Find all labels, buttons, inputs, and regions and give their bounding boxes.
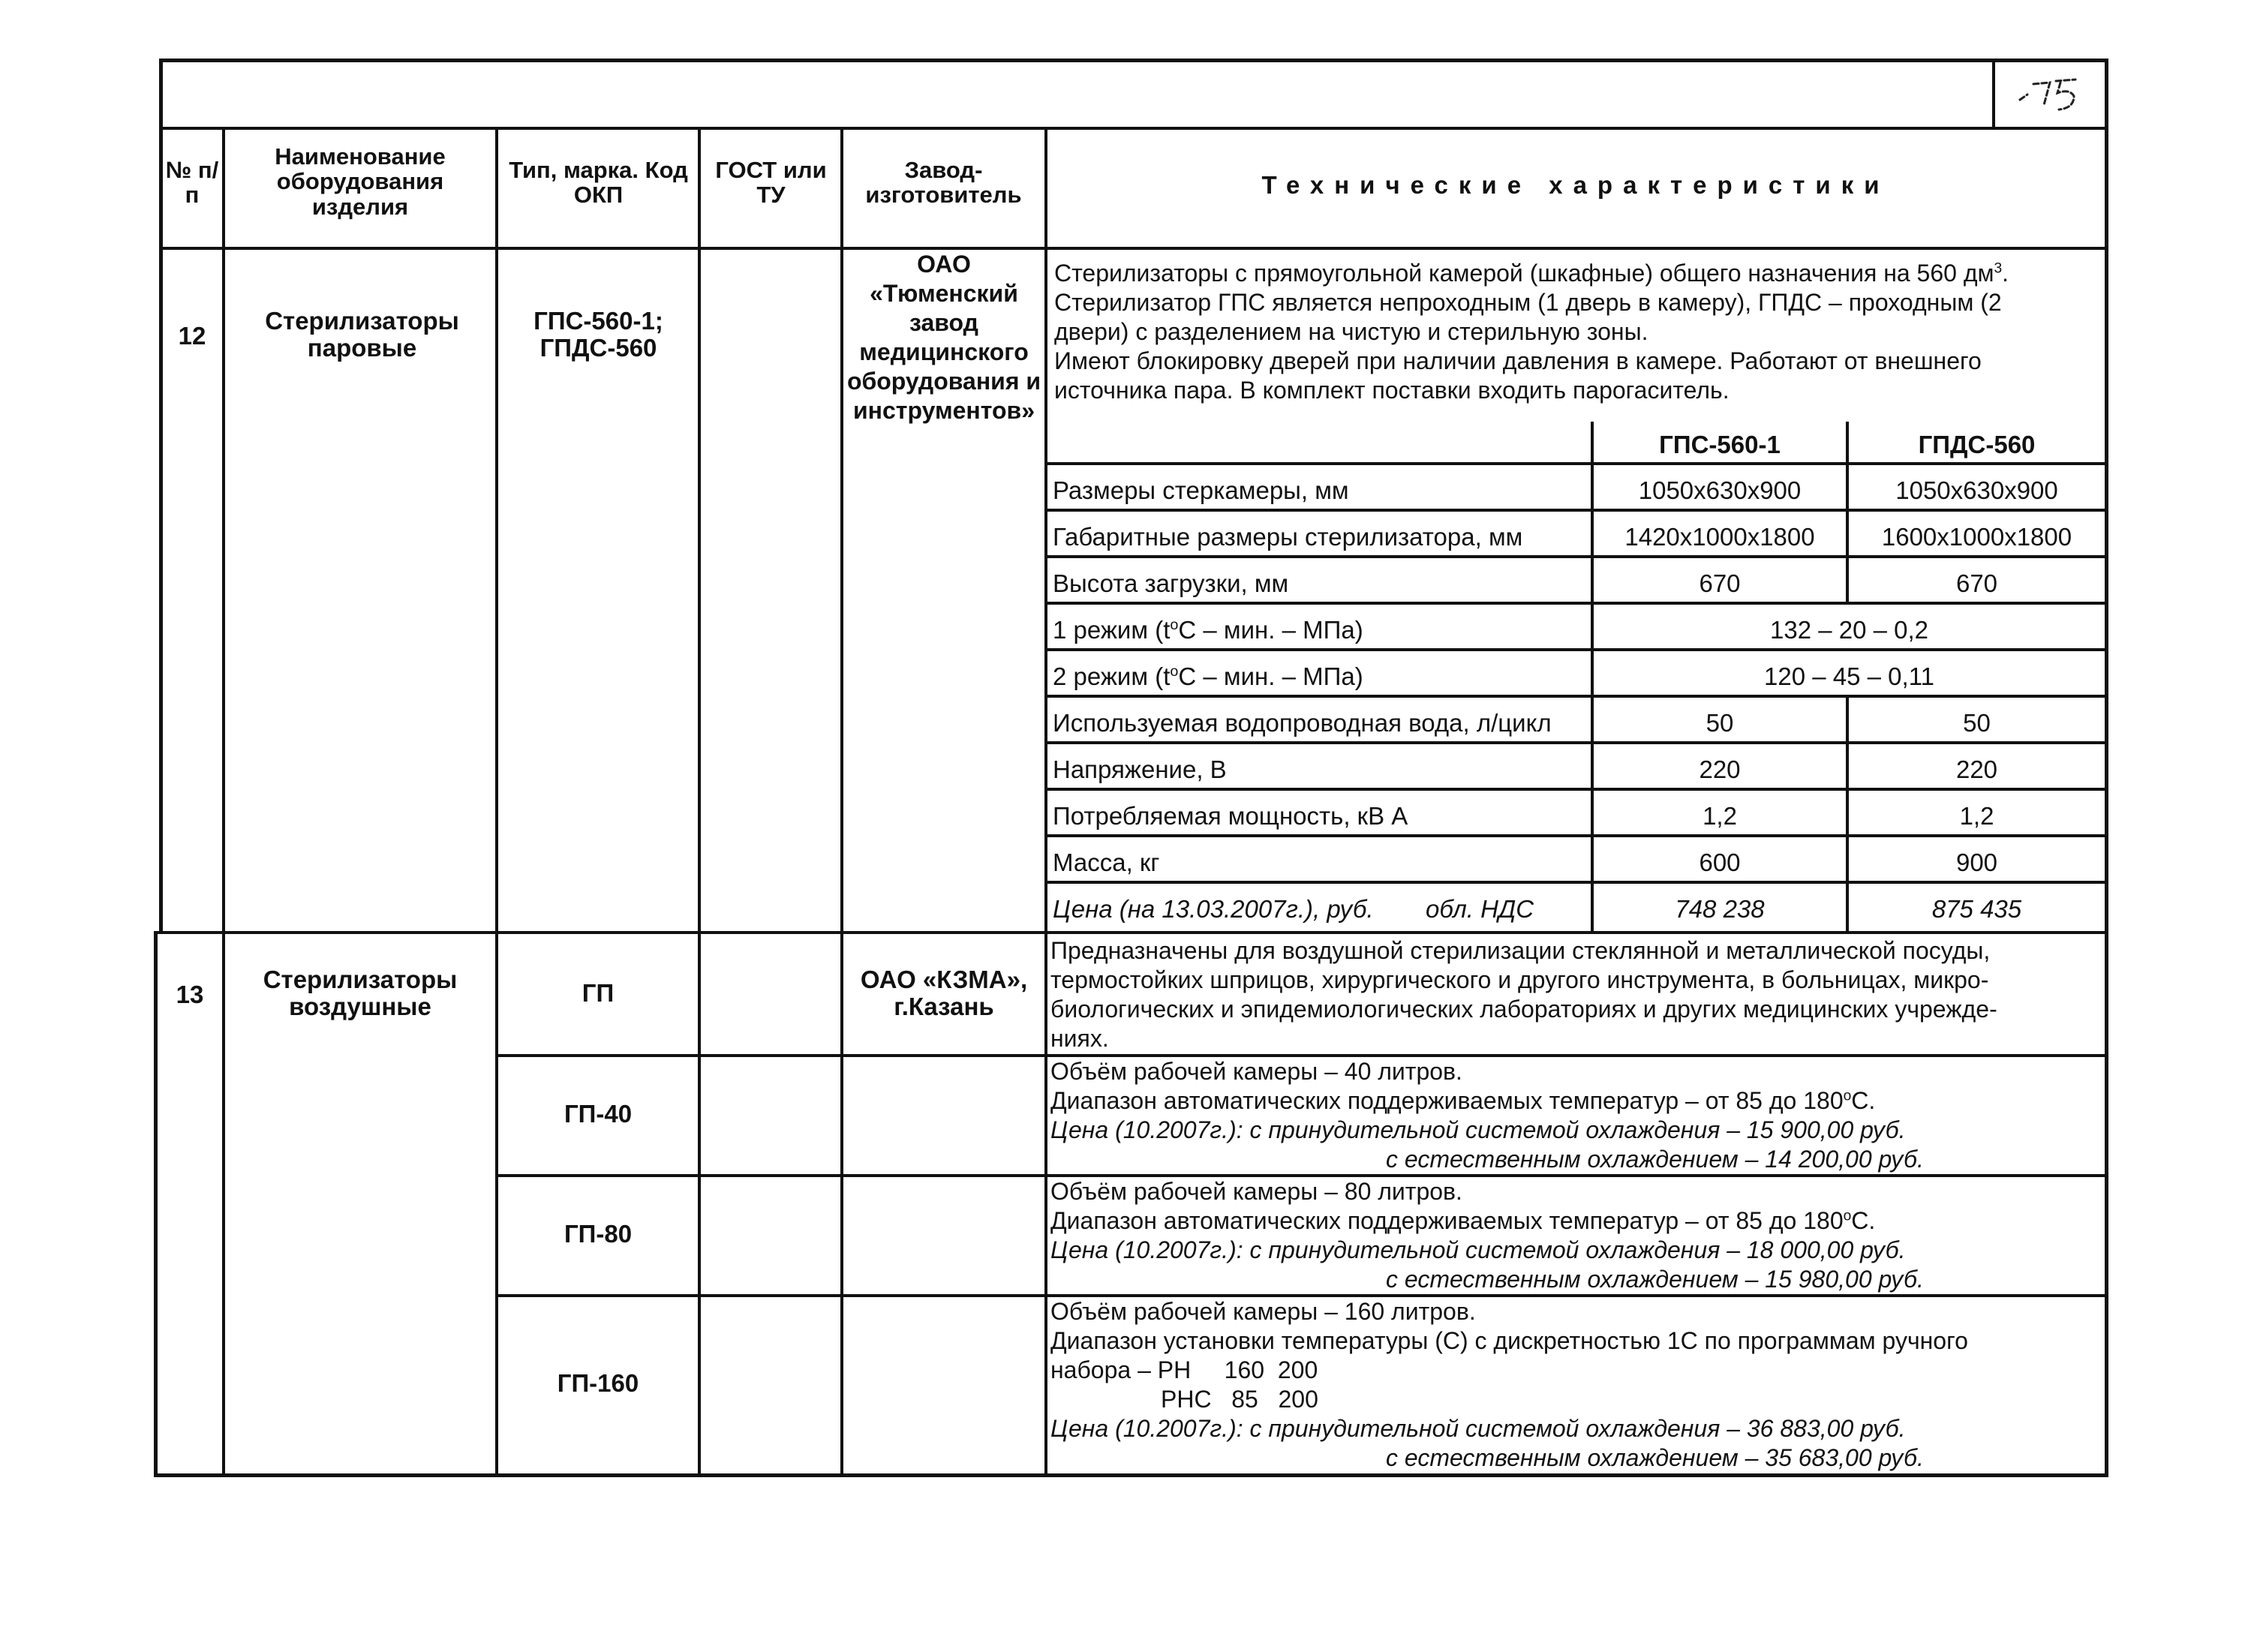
- desc-line: источника пара. В комплект поставки входить парогаситель.: [1054, 377, 1730, 404]
- rule: [1044, 602, 2108, 605]
- header-num: № п/п: [165, 157, 219, 209]
- rule: [154, 931, 2108, 934]
- header-name: Наименование оборудования изделия: [275, 143, 446, 220]
- spec-label: 2 режим ($t^oС$ – мин. – МПа): [1053, 662, 1363, 690]
- spec-value-b: 670: [1955, 569, 1998, 597]
- rule: [1044, 127, 1047, 1477]
- row12-name: Стерилизаторы паровые: [265, 307, 459, 362]
- spec-label: Размеры стеркамеры, мм: [1053, 476, 1349, 504]
- row12-type: ГПС-560-1; ГПДС-560: [533, 307, 663, 362]
- spec-value-a: 220: [1699, 755, 1741, 783]
- rule: [222, 127, 225, 1477]
- spec-value-b: 50: [1963, 709, 1991, 737]
- rule: [495, 127, 498, 1477]
- row13-intro: Предназначены для воздушной стерилизации стеклянной и металлической посуды, термостойких шприцов, хирургического и другого инструмента, в больницах, микро- биологических и эпидемиологических лабораториях и других медицинских учрежде- ниях.: [1050, 937, 1997, 1052]
- rule: [1044, 881, 2108, 884]
- spec-value-a: 1,2: [1703, 802, 1737, 830]
- rule: [159, 247, 2108, 250]
- rule: [1044, 462, 2108, 465]
- spec-value-a: 1050х630х900: [1638, 476, 1802, 504]
- desc-line: Стерилизаторы с прямоугольной камерой (шкафные) общего назначения на 560 $дм^3$.: [1054, 260, 2009, 287]
- rule: [154, 1473, 2108, 1477]
- spec-header-a: ГПС-560-1: [1659, 431, 1781, 458]
- spec-value-merged: 132 – 20 – 0,2: [1769, 616, 1929, 644]
- spec-value-a: 600: [1699, 849, 1741, 876]
- spec-value-b: 900: [1955, 849, 1998, 876]
- row13-maker: ОАО «КЗМА», г.Казань: [860, 966, 1028, 1020]
- rule: [2105, 59, 2108, 1477]
- gp80-specs: Объём рабочей камеры – 80 литров. Диапазон автоматических поддерживаемых температур – от 85 до $180^оС$. Цена (10.2007г.): с принудительной системой охлаждения – 18 000,00 руб. с естественным охлаждением – 15 980,00 руб.: [1050, 1178, 1924, 1293]
- row13-type-gp: ГП: [582, 979, 615, 1007]
- spec-label: Напряжение, В: [1053, 755, 1227, 783]
- spec-label: Используемая водопроводная вода, л/цикл: [1053, 709, 1552, 737]
- spec-label: 1 режим ($t^oС$ – мин. – МПа): [1053, 616, 1363, 644]
- rule: [159, 59, 2108, 62]
- row13-type-gp40: ГП-40: [564, 1100, 633, 1128]
- spec-value-b: 1,2: [1959, 802, 1994, 830]
- row12-description: [1054, 259, 2009, 405]
- gp160-specs: Объём рабочей камеры – 160 литров. Диапазон установки температуры (С) с дискретностью 1С по программам ручного набора – РН 160 200 РНС 85 200 Цена (10.2007г.): с принудительной системой охлаждения – 36 883,00 руб. с естественным охлаждением – 35 683,00 руб.: [1050, 1298, 1968, 1471]
- spec-value-b: 1600х1000х1800: [1881, 523, 2072, 551]
- rule: [159, 127, 2108, 130]
- spec-value-a: 50: [1706, 709, 1734, 737]
- header-tech: Технические характеристики: [1261, 171, 1890, 199]
- spec-value-merged: 120 – 45 – 0,11: [1764, 662, 1934, 690]
- spec-value-a: 1420х1000х1800: [1624, 523, 1815, 551]
- desc-line: двери) с разделением на чистую и стерильную зоны.: [1054, 318, 1648, 345]
- rule: [154, 931, 158, 1477]
- row13-num: 13: [176, 981, 204, 1008]
- spec-header-b: ГПДС-560: [1918, 431, 2036, 458]
- price-label: Цена (на 13.03.2007г.), руб.: [1053, 895, 1374, 923]
- rule: [1044, 648, 2108, 651]
- row13-type-gp80: ГП-80: [564, 1220, 633, 1248]
- rule: [1992, 59, 1995, 130]
- header-gost: ГОСТ или ТУ: [715, 157, 827, 209]
- spec-value-b: 1050х630х900: [1895, 476, 2058, 504]
- rule: [698, 127, 701, 1477]
- rule: [1044, 741, 2108, 744]
- header-maker: Завод-изготовитель: [865, 157, 1022, 209]
- spec-label: Масса, кг: [1053, 849, 1160, 876]
- row12-maker: ОАО «Тюменский завод медицинского оборудования и инструментов»: [846, 251, 1041, 424]
- price-value-b: 875 435: [1931, 895, 2022, 923]
- handwritten-page-number: [2011, 66, 2093, 119]
- rule: [159, 59, 163, 934]
- rule: [1044, 509, 2108, 512]
- row13-name: Стерилизаторы воздушные: [263, 966, 458, 1020]
- desc-line: Стерилизатор ГПС является непроходным (1 дверь в камеру), ГПДС – проходным (2: [1054, 289, 2002, 316]
- price-value-a: 748 238: [1675, 895, 1765, 923]
- price-vat: обл. НДС: [1426, 895, 1534, 923]
- spec-value-a: 670: [1699, 569, 1741, 597]
- spec-label: Потребляемая мощность, кВ А: [1053, 802, 1408, 830]
- rule: [1044, 788, 2108, 791]
- row12-num: 12: [178, 322, 206, 350]
- spec-label: Габаритные размеры стерилизатора, мм: [1053, 523, 1523, 551]
- spec-value-b: 220: [1955, 755, 1998, 783]
- desc-line: Имеют блокировку дверей при наличии давления в камере. Работают от внешнего: [1054, 347, 1982, 374]
- rule: [1044, 695, 2108, 698]
- rule: [1044, 834, 2108, 837]
- rule: [1044, 555, 2108, 558]
- spec-label: Высота загрузки, мм: [1053, 569, 1289, 597]
- row13-type-gp160: ГП-160: [557, 1369, 639, 1397]
- header-type: Тип, марка. Код ОКП: [509, 157, 688, 209]
- gp40-specs: Объём рабочей камеры – 40 литров. Диапазон автоматических поддерживаемых температур – от 85 до $180^оС$. Цена (10.2007г.): с принудительной системой охлаждения – 15 900,00 руб. с естественным охлаждением – 14 200,00 руб.: [1050, 1058, 1924, 1173]
- rule: [840, 127, 843, 1477]
